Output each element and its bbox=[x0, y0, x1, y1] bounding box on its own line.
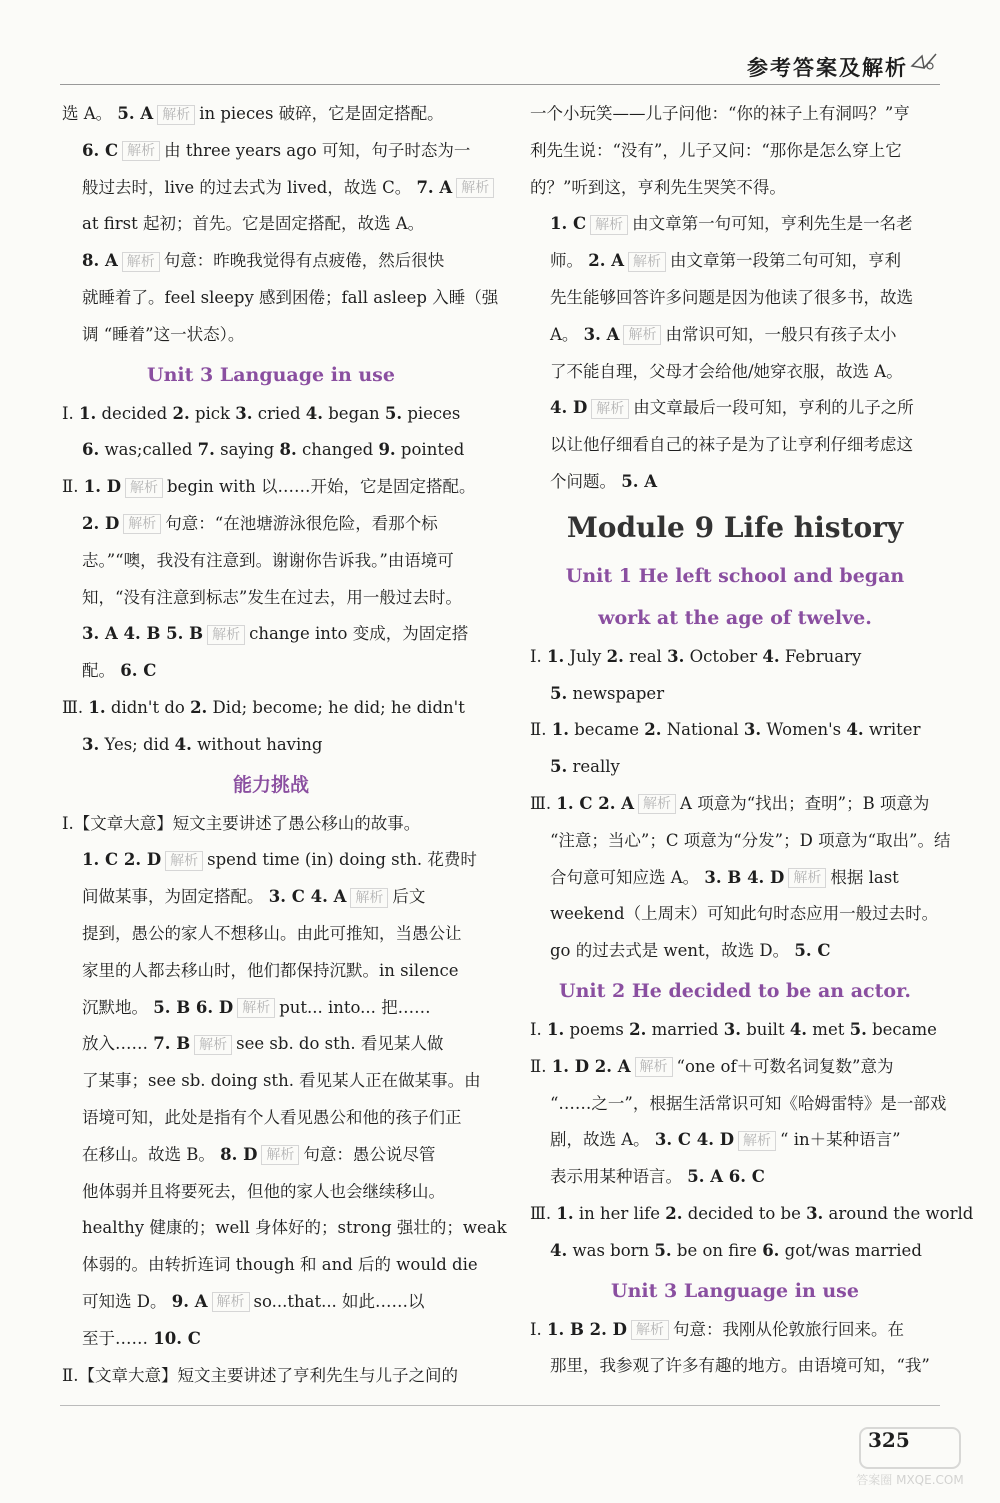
text-line bbox=[530, 464, 940, 501]
answer-text: 由文章第一句可知，亨利先生是一名老 bbox=[632, 214, 913, 234]
answer-text: be on fire bbox=[671, 1240, 763, 1260]
answer-number: 4. bbox=[174, 734, 192, 754]
analysis-tag: 解析 bbox=[628, 252, 666, 272]
answer-text: Ⅰ.【文章大意】短文主要讲述了愚公移山的故事。 bbox=[62, 813, 421, 833]
answer-text: cried bbox=[252, 403, 306, 423]
watermark-text: 答案圈 MXQE.COM bbox=[856, 1473, 964, 1487]
text-line bbox=[62, 990, 480, 1027]
answer-text: 句意：我刚从伦敦旅行回来。在 bbox=[672, 1319, 904, 1339]
analysis-tag: 解析 bbox=[591, 399, 629, 419]
answer-text: at first 起初；首先。它是固定搭配，故选 A。 bbox=[82, 214, 425, 234]
answer-number: 2. A bbox=[588, 251, 625, 271]
text-line bbox=[62, 396, 480, 433]
text-line bbox=[62, 653, 480, 690]
text-line bbox=[530, 243, 940, 280]
answer-number: 1. C 2. A bbox=[556, 793, 635, 813]
answer-text: Ⅰ. bbox=[530, 1319, 548, 1339]
answer-text: Ⅰ. bbox=[530, 646, 548, 666]
footer-rule bbox=[60, 1405, 940, 1406]
answer-text: so...that... 如此……以 bbox=[253, 1291, 425, 1311]
text-line bbox=[530, 1122, 940, 1159]
answer-text: 至于…… bbox=[82, 1328, 154, 1348]
text-line bbox=[530, 1086, 947, 1123]
answer-number: 10. C bbox=[153, 1328, 201, 1348]
answer-number: 6. C bbox=[82, 140, 119, 160]
answer-number: 5. bbox=[849, 1019, 867, 1039]
answer-text: Women's bbox=[761, 720, 847, 740]
analysis-tag: 解析 bbox=[631, 1320, 669, 1340]
text-line bbox=[62, 1174, 480, 1211]
answer-number: 3. C 4. A bbox=[268, 887, 347, 907]
answer-number: 3. A bbox=[583, 324, 620, 344]
answer-text: Ⅲ. bbox=[530, 793, 557, 813]
answer-number: 5. bbox=[384, 403, 403, 423]
answer-text: 的？”听到这，亨利先生哭笑不得。 bbox=[530, 177, 786, 197]
unit-heading: Unit 3 Language in use bbox=[147, 363, 395, 386]
answer-number: 4. bbox=[762, 646, 780, 666]
answer-text: Yes; did bbox=[99, 734, 175, 754]
answer-number: 1. bbox=[79, 403, 97, 423]
text-line bbox=[530, 206, 940, 243]
text-line bbox=[530, 280, 940, 317]
answer-text: 了某事；see sb. doing sth. 看见某人正在做某事。由 bbox=[82, 1071, 481, 1091]
answer-text: 语境可知，此处是指有个人看见愚公和他的孩子们正 bbox=[82, 1107, 462, 1127]
unit-heading: work at the age of twelve. bbox=[598, 606, 872, 629]
text-line bbox=[62, 1026, 480, 1063]
answer-text: saying bbox=[214, 440, 280, 460]
answer-number: 4. D bbox=[550, 398, 588, 418]
answer-text: 利先生说：“没有”，儿子又问：“那你是怎么穿上它 bbox=[530, 140, 902, 160]
text-line bbox=[530, 390, 940, 427]
answer-number: 1. D 2. A bbox=[551, 1056, 631, 1076]
answer-number: 8. A bbox=[82, 251, 118, 271]
answer-number: 2. bbox=[629, 1019, 647, 1039]
answer-text: Ⅲ. bbox=[530, 1203, 557, 1223]
answer-text: newspaper bbox=[567, 683, 665, 703]
text-line bbox=[530, 317, 940, 354]
analysis-tag: 解析 bbox=[157, 105, 195, 125]
answer-text: met bbox=[807, 1019, 850, 1039]
text-line bbox=[62, 1358, 480, 1395]
answer-number: 2. bbox=[172, 403, 190, 423]
answer-text: healthy 健康的；well 身体好的；strong 强壮的；weak bbox=[82, 1218, 507, 1238]
answer-text: “ in＋某种语言” bbox=[780, 1130, 901, 1150]
answer-text: 合句意可知应选 A。 bbox=[550, 867, 705, 887]
answer-text: 他体弱并且将要死去，但他的家人也会继续移山。 bbox=[82, 1181, 445, 1201]
text-line bbox=[530, 786, 940, 823]
answer-number: 3. C 4. D bbox=[654, 1130, 735, 1150]
analysis-tag: 解析 bbox=[194, 1035, 232, 1055]
answer-text: 由文章最后一段可知，亨利的儿子之所 bbox=[633, 398, 914, 418]
analysis-tag: 解析 bbox=[123, 514, 161, 534]
text-line bbox=[62, 1321, 480, 1358]
answer-text: Ⅱ. bbox=[62, 477, 84, 497]
answer-number: 6. bbox=[762, 1240, 780, 1260]
text-line bbox=[530, 1312, 940, 1349]
answer-text: 在移山。故选 B。 bbox=[82, 1144, 221, 1164]
text-line bbox=[62, 806, 480, 843]
answer-text: Did; become; he did; he didn't bbox=[207, 697, 465, 717]
unit-heading: Unit 1 He left school and began bbox=[565, 564, 905, 587]
analysis-tag: 解析 bbox=[122, 252, 160, 272]
answer-text: pieces bbox=[402, 403, 461, 423]
answer-text: go 的过去式是 went，故选 D。 bbox=[550, 941, 795, 961]
answer-text: spend time (in) doing sth. 花费时 bbox=[207, 850, 477, 870]
answer-text: built bbox=[740, 1019, 790, 1039]
text-line bbox=[530, 96, 940, 133]
answer-text: 志。”“噢，我没有注意到。谢谢你告诉我。”由语境可 bbox=[82, 550, 454, 570]
answer-number: 5. bbox=[550, 683, 568, 703]
answer-text: 根据 last bbox=[830, 867, 899, 887]
text-line bbox=[530, 354, 940, 391]
answer-number: 8. bbox=[279, 440, 297, 460]
text-line bbox=[530, 1196, 974, 1233]
answer-number: 5. A bbox=[117, 104, 154, 123]
answer-text: 就睡着了。feel sleepy 感到困倦；fall asleep 入睡（强 bbox=[82, 287, 499, 307]
text-line bbox=[62, 1137, 480, 1174]
answer-number: 1. bbox=[556, 1203, 574, 1223]
unit-heading: Unit 2 He decided to be an actor. bbox=[559, 979, 911, 1002]
answer-text: 表示用某种语言。 bbox=[550, 1167, 688, 1187]
text-line bbox=[62, 432, 480, 469]
answer-text: Ⅲ. bbox=[62, 697, 89, 717]
answer-text: was;called bbox=[99, 440, 198, 460]
analysis-tag: 解析 bbox=[165, 851, 203, 871]
answer-text: writer bbox=[863, 720, 921, 740]
answer-text: A。 bbox=[550, 324, 584, 344]
analysis-tag: 解析 bbox=[125, 478, 163, 498]
book-logo-icon bbox=[908, 46, 940, 78]
answer-text: 那里，我参观了许多有趣的地方。由语境可知，“我” bbox=[550, 1356, 930, 1376]
answer-text: 个问题。 bbox=[550, 471, 622, 491]
answer-text: 选 A。 bbox=[62, 104, 118, 123]
answer-number: 6. C bbox=[120, 661, 157, 681]
answer-number: 9. bbox=[378, 440, 396, 460]
text-line bbox=[62, 243, 480, 280]
answer-text: Ⅰ. bbox=[62, 403, 80, 423]
text-line bbox=[530, 427, 940, 464]
text-line bbox=[62, 317, 480, 354]
answer-number: 4. bbox=[305, 403, 323, 423]
answer-text: 间做某事，为固定搭配。 bbox=[82, 887, 269, 907]
text-line bbox=[62, 280, 499, 317]
answer-number: 4. bbox=[846, 720, 864, 740]
answer-text: 体弱的。由转折连词 though 和 and 后的 would die bbox=[82, 1255, 478, 1275]
answer-text: pointed bbox=[395, 440, 465, 460]
answer-text: “……之一”，根据生活常识可知《哈姆雷特》是一部戏 bbox=[550, 1093, 947, 1113]
text-line bbox=[530, 639, 940, 676]
analysis-tag: 解析 bbox=[590, 215, 628, 235]
text-line bbox=[62, 96, 480, 133]
text-line bbox=[62, 580, 480, 617]
answer-text: 后文 bbox=[392, 887, 426, 907]
answer-text: 配。 bbox=[82, 661, 121, 681]
text-line bbox=[62, 1100, 480, 1137]
text-line bbox=[62, 543, 480, 580]
text-line bbox=[530, 712, 940, 749]
answer-number: 3. A 4. B 5. B bbox=[82, 624, 204, 644]
left-column bbox=[62, 96, 507, 1394]
answer-text: got/was married bbox=[779, 1240, 922, 1260]
analysis-tag: 解析 bbox=[237, 998, 275, 1018]
answer-text: married bbox=[646, 1019, 724, 1039]
text-line bbox=[530, 823, 951, 860]
answer-text: 句意：愚公说尽管 bbox=[303, 1144, 436, 1164]
answer-text: 家里的人都去移山时，他们都保持沉默。in silence bbox=[82, 960, 459, 980]
text-line bbox=[62, 953, 480, 990]
text-line bbox=[62, 1247, 480, 1284]
answer-text: National bbox=[661, 720, 744, 740]
analysis-tag: 解析 bbox=[623, 325, 661, 345]
answer-number: 1. bbox=[547, 646, 565, 666]
text-line bbox=[62, 727, 480, 764]
text-line bbox=[62, 916, 480, 953]
answer-text: poems bbox=[564, 1019, 630, 1039]
text-line bbox=[62, 170, 490, 207]
answer-text: see sb. do sth. 看见某人做 bbox=[236, 1034, 444, 1054]
section-heading: 能力挑战 bbox=[232, 773, 309, 796]
text-line bbox=[62, 1063, 480, 1100]
answer-text: begin with 以……开始，它是固定搭配。 bbox=[167, 477, 476, 497]
answer-text: 可知选 D。 bbox=[82, 1291, 172, 1311]
answer-number: 4. bbox=[789, 1019, 808, 1039]
text-line bbox=[62, 616, 480, 653]
answer-text: 师。 bbox=[550, 251, 589, 271]
answer-number: 6. bbox=[82, 440, 100, 460]
answer-number: 5. A bbox=[621, 471, 658, 491]
analysis-tag: 解析 bbox=[122, 141, 160, 161]
analysis-tag: 解析 bbox=[635, 1057, 673, 1077]
page-number: 325 bbox=[868, 1428, 910, 1452]
answer-text: weekend（上周末）可知此句时态应用一般过去时。 bbox=[550, 904, 939, 924]
text-line bbox=[530, 1012, 940, 1049]
text-line bbox=[530, 933, 940, 970]
answer-number: 2. bbox=[644, 720, 662, 740]
answer-text: Ⅱ. bbox=[530, 720, 552, 740]
answer-text: July bbox=[564, 646, 607, 666]
analysis-tag: 解析 bbox=[350, 888, 388, 908]
analysis-tag: 解析 bbox=[456, 178, 494, 198]
answer-text: 由常识可知，一般只有孩子太小 bbox=[665, 324, 897, 344]
answer-text: was born bbox=[567, 1240, 655, 1260]
header-rule bbox=[60, 84, 940, 85]
answer-text: Ⅱ.【文章大意】短文主要讲述了亨利先生与儿子之间的 bbox=[62, 1365, 458, 1385]
answer-text: decided to be bbox=[682, 1203, 807, 1223]
answer-text: 一个小玩笑——儿子问他：“你的袜子上有洞吗？”亨 bbox=[530, 104, 910, 123]
text-line bbox=[62, 690, 480, 727]
text-line bbox=[62, 506, 480, 543]
answer-number: 3. bbox=[235, 403, 253, 423]
answer-number: 1. D bbox=[83, 477, 121, 497]
answer-number: 2. bbox=[665, 1203, 683, 1223]
answer-number: 1. bbox=[547, 1019, 565, 1039]
header-title: 参考答案及解析 bbox=[747, 55, 908, 80]
watermark-logo-icon bbox=[850, 1420, 970, 1490]
page-header bbox=[0, 40, 1000, 88]
text-line bbox=[530, 676, 940, 713]
answer-number: 1. B 2. D bbox=[547, 1319, 627, 1339]
text-line bbox=[62, 1210, 507, 1247]
text-line bbox=[530, 749, 940, 786]
answer-text: October bbox=[684, 646, 763, 666]
unit-heading: Unit 3 Language in use bbox=[611, 1279, 859, 1302]
answer-number: 5. bbox=[550, 757, 568, 777]
text-line bbox=[530, 170, 940, 207]
answer-number: 2. D bbox=[82, 513, 120, 533]
answer-number: 3. bbox=[743, 720, 762, 740]
answer-text: 提到，愚公的家人不想移山。由此可推知，当愚公让 bbox=[82, 923, 462, 943]
answer-text: 由 three years ago 可知，句子时态为一 bbox=[164, 140, 471, 160]
answer-number: 3. bbox=[82, 734, 100, 754]
answer-number: 5. B 6. D bbox=[153, 997, 234, 1017]
answer-text: 由文章第一段第二句可知，亨利 bbox=[670, 251, 902, 271]
answer-number: 5. A 6. C bbox=[687, 1167, 765, 1187]
text-line bbox=[530, 1348, 940, 1385]
text-line bbox=[530, 1233, 940, 1270]
text-line bbox=[62, 1284, 480, 1321]
answer-text: became bbox=[866, 1019, 937, 1039]
text-line bbox=[530, 860, 940, 897]
text-line bbox=[530, 1049, 940, 1086]
answer-text: without having bbox=[191, 734, 323, 754]
text-line bbox=[530, 896, 940, 933]
answer-number: 5. bbox=[654, 1240, 672, 1260]
answer-number: 1. bbox=[551, 720, 569, 740]
text-line bbox=[530, 1159, 940, 1196]
text-line bbox=[62, 469, 480, 506]
answer-text: 沉默地。 bbox=[82, 997, 154, 1017]
answer-number: 3. bbox=[806, 1203, 824, 1223]
answer-number: 8. D bbox=[220, 1144, 258, 1164]
answer-number: 1. C 2. D bbox=[82, 850, 162, 870]
analysis-tag: 解析 bbox=[788, 868, 826, 888]
analysis-tag: 解析 bbox=[261, 1145, 299, 1165]
answer-number: 3. bbox=[667, 646, 685, 666]
answer-text: change into 变成，为固定搭 bbox=[249, 624, 469, 644]
answer-number: 7. bbox=[197, 440, 215, 460]
answer-number: 2. bbox=[606, 646, 624, 666]
answer-text: in pieces 破碎，它是固定搭配。 bbox=[199, 104, 444, 123]
answer-text: put... into... 把…… bbox=[279, 997, 431, 1017]
right-column bbox=[530, 96, 974, 1385]
answer-text: 般过去时，live 的过去式为 lived，故选 C。 bbox=[82, 177, 417, 197]
answer-text: didn't do bbox=[105, 697, 191, 717]
answer-number: 3. bbox=[723, 1019, 741, 1039]
answer-text: 句意：昨晚我觉得有点疲倦，然后很快 bbox=[163, 251, 445, 271]
answer-text: real bbox=[623, 646, 668, 666]
text-line bbox=[62, 842, 480, 879]
answer-text: February bbox=[779, 646, 862, 666]
answer-text: Ⅱ. bbox=[530, 1056, 552, 1076]
answer-number: 5. C bbox=[794, 941, 831, 961]
analysis-tag: 解析 bbox=[207, 625, 245, 645]
answer-text: around the world bbox=[823, 1203, 974, 1223]
answer-text: A 项意为“找出；查明”；B 项意为 bbox=[680, 793, 930, 813]
answer-text: 调 “睡着”这一状态）。 bbox=[82, 324, 245, 344]
answer-number: 7. A bbox=[416, 177, 453, 197]
text-line bbox=[62, 206, 480, 243]
answer-text: 了不能自理，父母才会给他/她穿衣服，故选 A。 bbox=[550, 361, 903, 381]
answer-text: 先生能够回答许多问题是因为他读了很多书，故选 bbox=[550, 287, 913, 307]
analysis-tag: 解析 bbox=[638, 794, 676, 814]
text-line bbox=[62, 879, 480, 916]
answer-text: 句意：“在池塘游泳很危险，看那个标 bbox=[165, 513, 438, 533]
analysis-tag: 解析 bbox=[212, 1292, 250, 1312]
answer-text: decided bbox=[96, 403, 173, 423]
answer-number: 4. bbox=[550, 1240, 568, 1260]
answer-text: 知，“没有注意到标志”发生在过去，用一般过去时。 bbox=[82, 587, 462, 607]
answer-number: 9. A bbox=[171, 1291, 208, 1311]
answer-text: “注意；当心”；C 项意为“分发”；D 项意为“取出”。结 bbox=[550, 830, 951, 850]
answer-text: 放入…… bbox=[82, 1034, 154, 1054]
module-heading: Module 9 Life history bbox=[566, 510, 904, 544]
answer-text: Ⅰ. bbox=[530, 1019, 548, 1039]
answer-text: pick bbox=[189, 403, 236, 423]
answer-text: really bbox=[567, 757, 620, 777]
answer-text: 剧，故选 A。 bbox=[550, 1130, 655, 1150]
answer-number: 1. bbox=[88, 697, 106, 717]
answer-text: in her life bbox=[573, 1203, 666, 1223]
text-line bbox=[530, 133, 940, 170]
answer-text: began bbox=[323, 403, 385, 423]
analysis-tag: 解析 bbox=[738, 1131, 776, 1151]
answer-text: 以让他仔细看自己的袜子是为了让亨利仔细考虑这 bbox=[550, 435, 913, 455]
answer-number: 2. bbox=[190, 697, 208, 717]
answer-number: 3. B 4. D bbox=[704, 867, 785, 887]
answer-text: became bbox=[568, 720, 645, 740]
answer-text: changed bbox=[296, 440, 379, 460]
answer-text: “one of＋可数名词复数”意为 bbox=[676, 1056, 894, 1076]
answer-number: 1. C bbox=[550, 214, 587, 234]
text-line bbox=[62, 133, 480, 170]
answer-number: 7. B bbox=[153, 1034, 191, 1054]
